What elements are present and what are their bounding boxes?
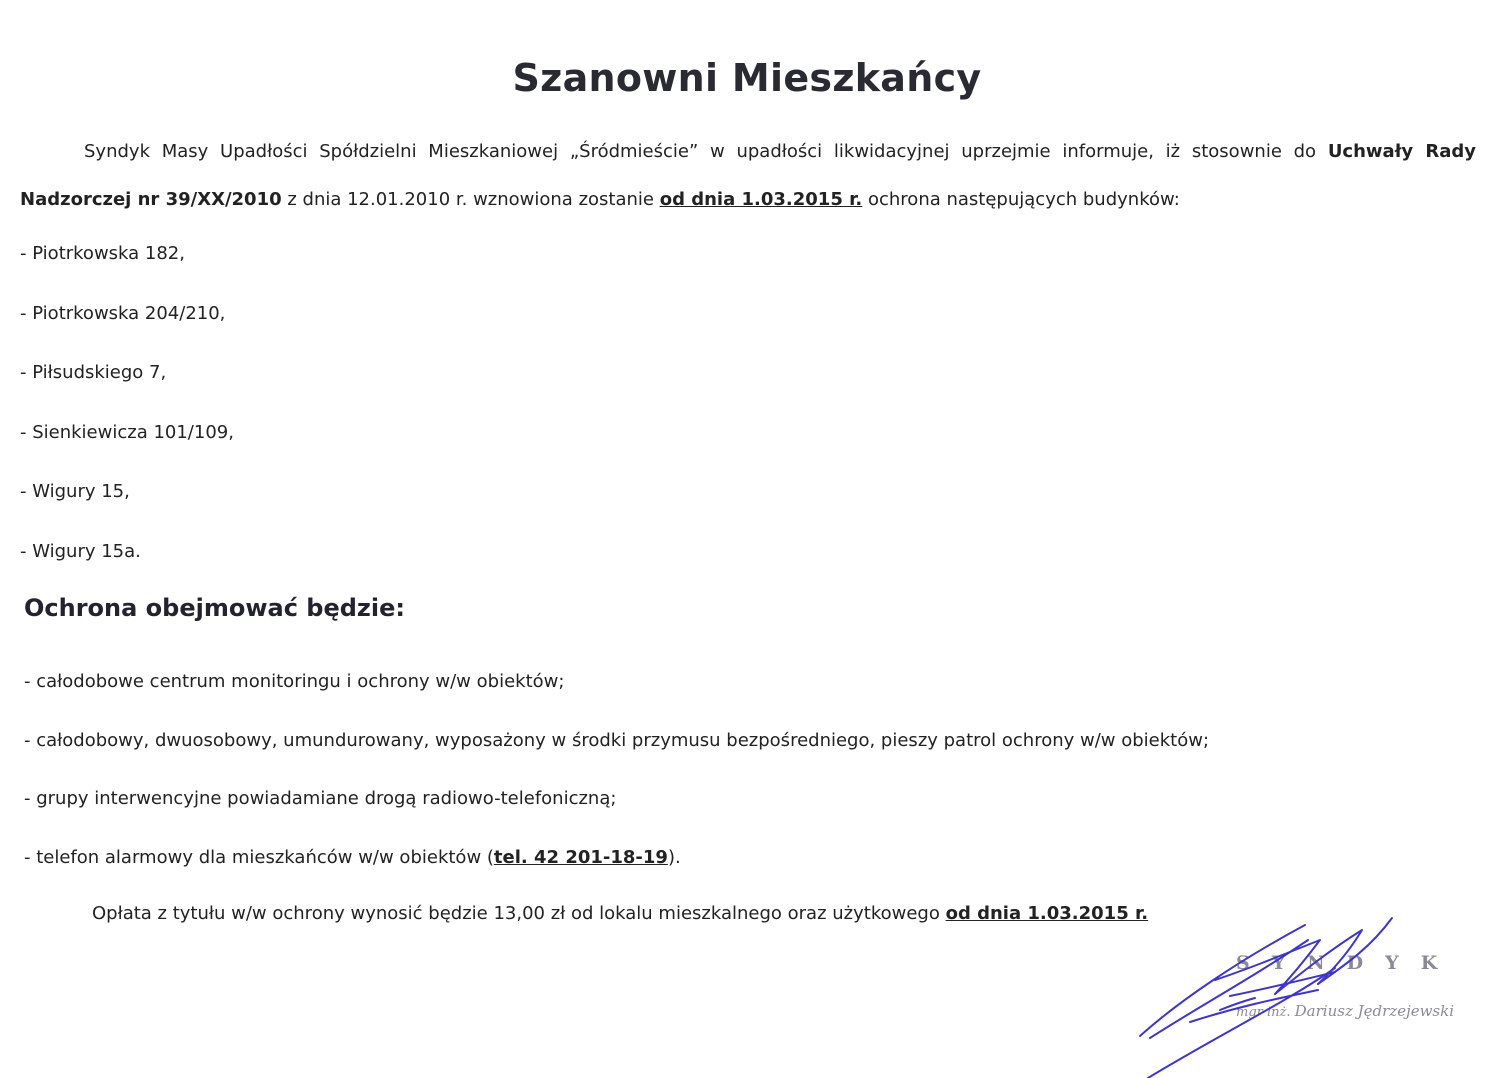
page-title: Szanowni Mieszkańcy: [512, 56, 982, 100]
intro-text-part1: Syndyk Masy Upadłości Spółdzielni Mieszkaniowej „Śródmieście” w upadłości likwidacyjnej uprzejmie informuje, iż stosownie do: [84, 141, 1328, 162]
intro-paragraph: [20, 128, 1476, 224]
building-item: - Wigury 15,: [20, 481, 130, 503]
fee-paragraph: [92, 896, 1148, 932]
building-item: - Piotrkowska 204/210,: [20, 302, 226, 324]
signer-name: Dariusz Jędrzejewski: [1294, 1002, 1455, 1020]
building-item: - Piotrkowska 182,: [20, 243, 185, 264]
alarm-phone-prefix: - telefon alarmowy dla mieszkańców w/w obiektów (: [24, 846, 494, 868]
service-item-alarm-phone: [24, 840, 1209, 899]
alarm-phone-suffix: ).: [667, 846, 681, 868]
signer-prefix: mgr inż.: [1236, 1005, 1291, 1020]
fee-date: od dnia 1.03.2015 r.: [945, 903, 1149, 924]
alarm-phone-number: tel. 42 201-18-19: [493, 846, 668, 868]
intro-text-part3: ochrona następujących budynków:: [862, 189, 1180, 210]
service-item: - grupy interwencyjne powiadamiane drogą radiowo-telefoniczną;: [24, 788, 617, 809]
building-item: - Wigury 15a.: [20, 540, 141, 562]
services-list: [24, 664, 1209, 898]
services-heading: Ochrona obejmować będzie:: [24, 594, 405, 622]
resolution-reference: Uchwały Rady Nadzorczej nr 39/XX/2010: [20, 141, 1477, 210]
building-item: - Piłsudskiego 7,: [20, 362, 167, 384]
intro-text-part2: z dnia 12.01.2010 r. wznowiona zostanie: [281, 189, 660, 210]
service-item: - całodobowe centrum monitoringu i ochrony w/w obiektów;: [24, 671, 565, 692]
service-item: - całodobowy, dwuosobowy, umundurowany, wyposażony w środki przymusu bezpośredniego, pieszy patrol ochrony w/w obiektów;: [24, 729, 1210, 751]
start-date: od dnia 1.03.2015 r.: [659, 189, 863, 210]
handwritten-signature: [1130, 910, 1460, 1078]
fee-text: Opłata z tytułu w/w ochrony wynosić będzie 13,00 zł od lokalu mieszkalnego oraz użytkowego: [92, 903, 946, 924]
building-item: - Sienkiewicza 101/109,: [20, 421, 234, 443]
building-list: [20, 236, 234, 594]
stamp-label: SYNDYK: [1236, 952, 1460, 974]
